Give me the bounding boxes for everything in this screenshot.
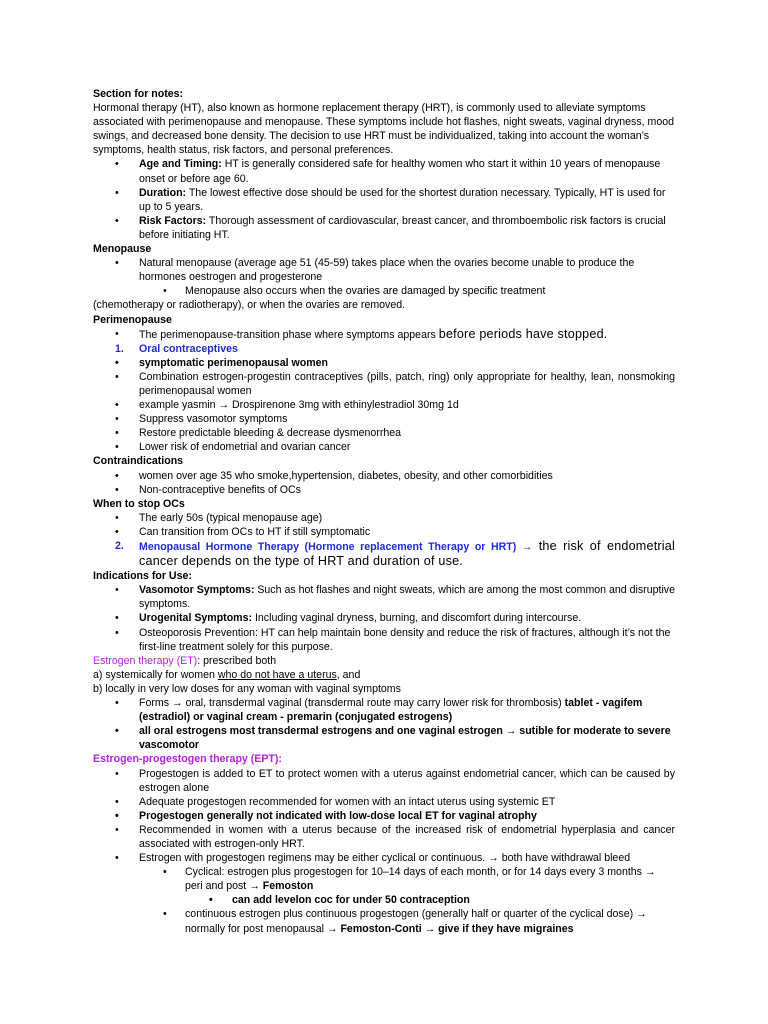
menopause-heading: Menopause bbox=[93, 243, 152, 256]
mht-heading: 2. Menopausal Hormone Therapy (Hormone replacement Therapy or HRT) → the risk of endometrial cancer depends on the type of HRT and duration of use. bbox=[115, 539, 675, 569]
list-item: • The perimenopause-transition phase where symptoms appears before periods have stopped. bbox=[115, 326, 608, 341]
bullet-marker: • bbox=[115, 697, 119, 710]
bullet-marker: • bbox=[115, 413, 119, 426]
contraindications-heading: Contraindications bbox=[93, 455, 184, 468]
bullet-marker: • bbox=[163, 908, 167, 921]
list-item: • Age and Timing: HT is generally considered safe for healthy women who start it within 10 years of menopause onset or before age 60. bbox=[115, 158, 661, 185]
list-item: • Restore predictable bleeding & decrease dysmenorrhea bbox=[115, 427, 402, 440]
list-item: • Adequate progestogen recommended for women with an intact uterus using systemic ET bbox=[115, 795, 556, 808]
list-item: • women over age 35 who smoke,hypertension, diabetes, obesity, and other comorbidities bbox=[115, 469, 553, 482]
list-item: • example yasmin → Drospirenone 3mg with ethinylestradiol 30mg 1d bbox=[115, 399, 459, 412]
et-line-a: a) systemically for women who do not have a uterus, and bbox=[93, 668, 361, 681]
bullet-marker: • bbox=[115, 626, 119, 639]
bullet-marker: • bbox=[115, 852, 119, 865]
list-item: • Urogenital Symptoms: Including vaginal dryness, burning, and discomfort during intercourse. bbox=[115, 612, 582, 625]
indications-heading: Indications for Use: bbox=[93, 570, 192, 583]
list-item: • The early 50s (typical menopause age) bbox=[115, 511, 323, 524]
bullet-marker: • bbox=[115, 469, 119, 482]
bullet-marker: • bbox=[163, 285, 167, 298]
list-item: • Osteoporosis Prevention: HT can help maintain bone density and reduce the risk of fractures, although it’s not the first-line treatment solely for this purpose. bbox=[115, 626, 671, 653]
list-item: • Progestogen generally not indicated with low-dose local ET for vaginal atrophy bbox=[115, 809, 537, 822]
list-item: • can add levelon coc for under 50 contraception bbox=[209, 894, 470, 907]
bullet-marker: • bbox=[209, 894, 213, 907]
bullet-marker: • bbox=[115, 327, 119, 340]
ept-heading: Estrogen-progestogen therapy (EPT): bbox=[93, 753, 282, 766]
list-item: • Natural menopause (average age 51 (45-59) takes place when the ovaries become unable to produce the hormones oestrogen and progesterone bbox=[115, 257, 635, 284]
list-item: • Lower risk of endometrial and ovarian cancer bbox=[115, 441, 351, 454]
document-page bbox=[93, 87, 675, 936]
bullet-marker: • bbox=[115, 767, 119, 780]
list-item: • symptomatic perimenopausal women bbox=[115, 356, 328, 369]
bullet-marker: • bbox=[115, 370, 119, 383]
list-item: • Forms → oral, transdermal vaginal (transdermal route may carry lower risk for thrombosis) tablet - vagifem (estradiol) or vaginal cream - premarin (conjugated estrogens) bbox=[115, 697, 643, 724]
bullet-marker: • bbox=[163, 866, 167, 879]
bullet-marker: • bbox=[115, 483, 119, 496]
list-item: • Combination estrogen-progestin contraceptives (pills, patch, ring) only appropriate for healthy, lean, nonsmoking perimenopausal women bbox=[115, 370, 675, 397]
notes-intro: Hormonal therapy (HT), also known as hormone replacement therapy (HRT), is commonly used to alleviate symptoms associated with perimenopause and menopause. These symptoms include hot flashes, night sweats, vaginal dryness, mood swings, and decreased bone density. The decision to use HRT must be individualized, taking into account the woman’s symptoms, health status, risk factors, and personal preferences. bbox=[93, 102, 675, 157]
list-item: • Risk Factors: Thorough assessment of cardiovascular, breast cancer, and thromboembolic risk factors is crucial before initiating HT. bbox=[115, 214, 666, 241]
list-item: • all oral estrogens most transdermal estrogens and one vaginal estrogen → sutible for moderate to severe vascomotor bbox=[115, 725, 671, 752]
bullet-marker: • bbox=[115, 399, 119, 412]
list-number: 2. bbox=[115, 540, 124, 552]
perimenopause-heading: Perimenopause bbox=[93, 313, 172, 326]
list-item: • Can transition from OCs to HT if still symptomatic bbox=[115, 525, 371, 538]
bullet-marker: • bbox=[115, 427, 119, 440]
list-item: • Non-contraceptive benefits of OCs bbox=[115, 483, 301, 496]
stop-ocs-heading: When to stop OCs bbox=[93, 497, 185, 510]
bullet-marker: • bbox=[115, 823, 119, 836]
bullet-marker: • bbox=[115, 511, 119, 524]
list-item: • Recommended in women with a uterus because of the increased risk of endometrial hyperplasia and cancer associated with estrogen-only HRT. bbox=[115, 823, 675, 850]
list-item: • continuous estrogen plus continuous progestogen (generally half or quarter of the cyclical dose) → normally for post menopausal → Femoston-Conti → give if they have migraines bbox=[163, 908, 647, 935]
list-item: • Progestogen is added to ET to protect women with a uterus against endometrial cancer, which can be caused by estrogen alone bbox=[115, 767, 675, 794]
list-number: 1. bbox=[115, 342, 124, 355]
bullet-marker: • bbox=[115, 612, 119, 625]
list-item: • Cyclical: estrogen plus progestogen for 10–14 days of each month, or for 14 days every 3 months → peri and post → Femoston bbox=[163, 866, 656, 893]
bullet-marker: • bbox=[115, 809, 119, 822]
bullet-marker: • bbox=[115, 257, 119, 270]
oral-contraceptives-heading: 1. Oral contraceptives bbox=[115, 342, 238, 355]
et-heading: Estrogen therapy (ET): prescribed both bbox=[93, 654, 277, 667]
bullet-marker: • bbox=[115, 214, 119, 227]
list-item: • Vasomotor Symptoms: Such as hot flashes and night sweats, which are among the most common and disruptive symptoms. bbox=[115, 584, 675, 611]
bullet-marker: • bbox=[115, 441, 119, 454]
list-item: • Menopause also occurs when the ovaries are damaged by specific treatment bbox=[163, 285, 546, 298]
bullet-marker: • bbox=[115, 795, 119, 808]
bullet-marker: • bbox=[115, 356, 119, 369]
bullet-marker: • bbox=[115, 158, 119, 171]
bullet-marker: • bbox=[115, 525, 119, 538]
list-item: • Estrogen with progestogen regimens may be either cyclical or continuous. → both have withdrawal bleed bbox=[115, 852, 631, 865]
bullet-marker: • bbox=[115, 186, 119, 199]
list-item: • Duration: The lowest effective dose should be used for the shortest duration necessary. Typically, HT is used for up to 5 years. bbox=[115, 186, 666, 213]
list-item: • Suppress vasomotor symptoms bbox=[115, 413, 288, 426]
menopause-continuation: (chemotherapy or radiotherapy), or when the ovaries are removed. bbox=[93, 299, 406, 312]
et-line-b: b) locally in very low doses for any woman with vaginal symptoms bbox=[93, 682, 401, 695]
bullet-marker: • bbox=[115, 584, 119, 597]
bullet-marker: • bbox=[115, 725, 119, 738]
notes-heading: Section for notes: bbox=[93, 88, 184, 100]
